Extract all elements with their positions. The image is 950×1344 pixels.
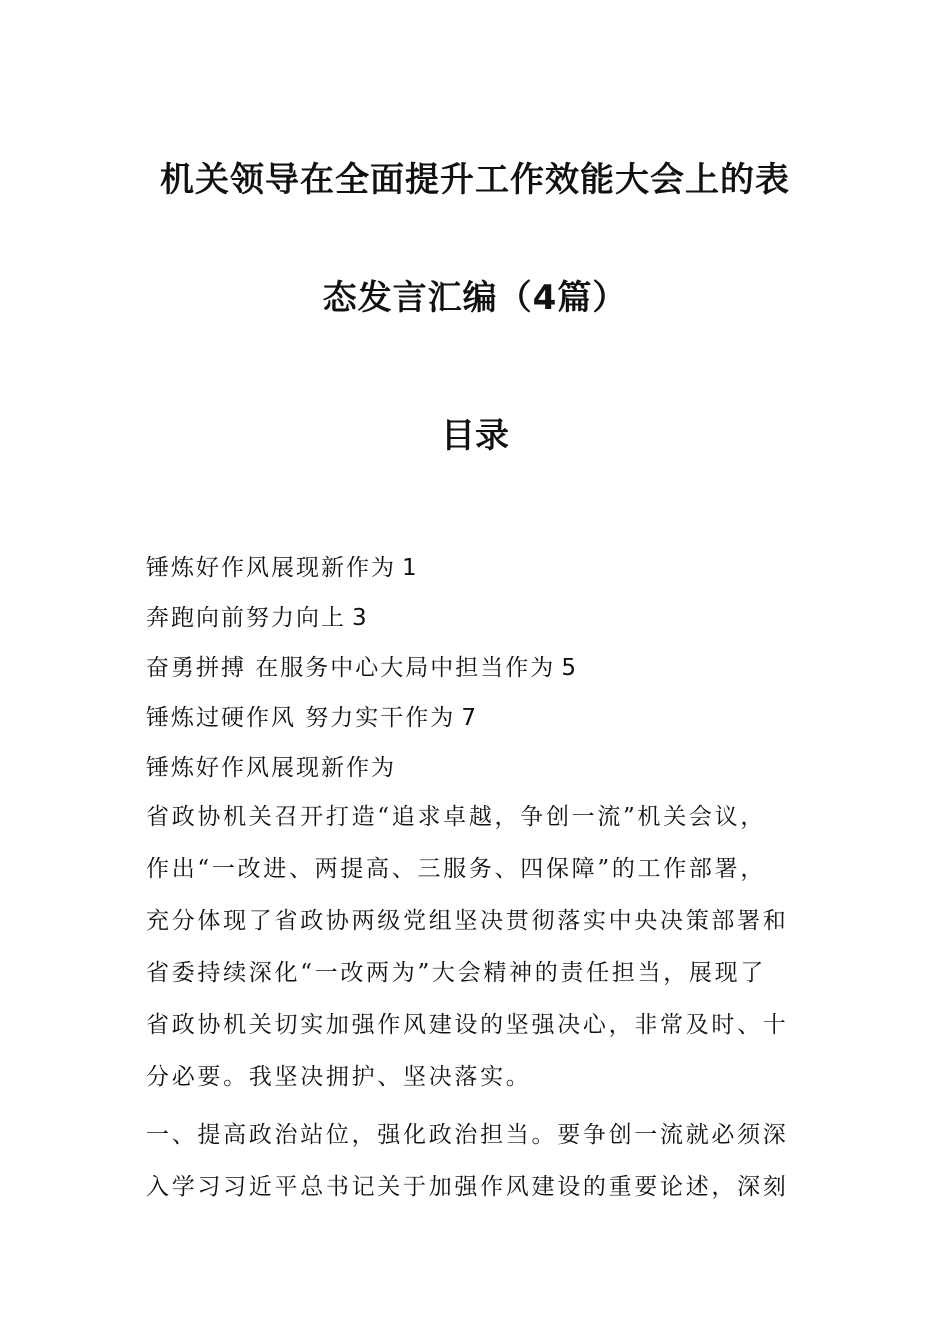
toc-entry-page: 3 <box>352 605 369 631</box>
paragraph-2-line: 一、提高政治站位，强化政治担当。要争创一流就必须深 <box>146 1122 789 1148</box>
toc-entry-title: 锤炼过硬作风 努力实干作为 <box>146 705 456 731</box>
table-of-contents <box>146 548 578 748</box>
toc-entry-title: 锤炼好作风展现新作为 <box>146 555 396 581</box>
section-heading: 锤炼好作风展现新作为 <box>146 755 396 781</box>
paragraph-1-line: 省委持续深化“一改两为”大会精神的责任担当，展现了 <box>146 960 767 986</box>
paragraph-1-line: 充分体现了省政协两级党组坚决贯彻落实中央决策部署和 <box>146 908 789 934</box>
document-title-line-1: 机关领导在全面提升工作效能大会上的表 <box>160 160 790 200</box>
toc-entry[interactable] <box>146 648 578 698</box>
paragraph-2-line: 入学习习近平总书记关于加强作风建设的重要论述，深刻 <box>146 1174 789 1200</box>
toc-entry[interactable] <box>146 548 578 598</box>
toc-entry[interactable] <box>146 598 578 648</box>
toc-entry-title: 奔跑向前努力向上 <box>146 605 346 631</box>
toc-entry[interactable] <box>146 698 578 748</box>
toc-entry-page: 7 <box>461 705 478 731</box>
paragraph-1-line: 省政协机关召开打造“追求卓越，争创一流”机关会议， <box>146 804 767 830</box>
paragraph-1-line: 省政协机关切实加强作风建设的坚强决心，非常及时、十 <box>146 1012 789 1038</box>
document-title-line-2: 态发言汇编（4篇） <box>322 278 628 318</box>
body-text <box>146 797 806 1219</box>
paragraph-1-line: 作出“一改进、两提高、三服务、四保障”的工作部署， <box>146 856 767 882</box>
toc-entry-page: 1 <box>402 555 419 581</box>
toc-entry-title: 奋勇拼搏 在服务中心大局中担当作为 <box>146 655 556 681</box>
toc-entry-page: 5 <box>561 655 578 681</box>
toc-heading: 目录 <box>441 416 509 456</box>
paragraph-1-line: 分必要。我坚决拥护、坚决落实。 <box>146 1064 532 1090</box>
